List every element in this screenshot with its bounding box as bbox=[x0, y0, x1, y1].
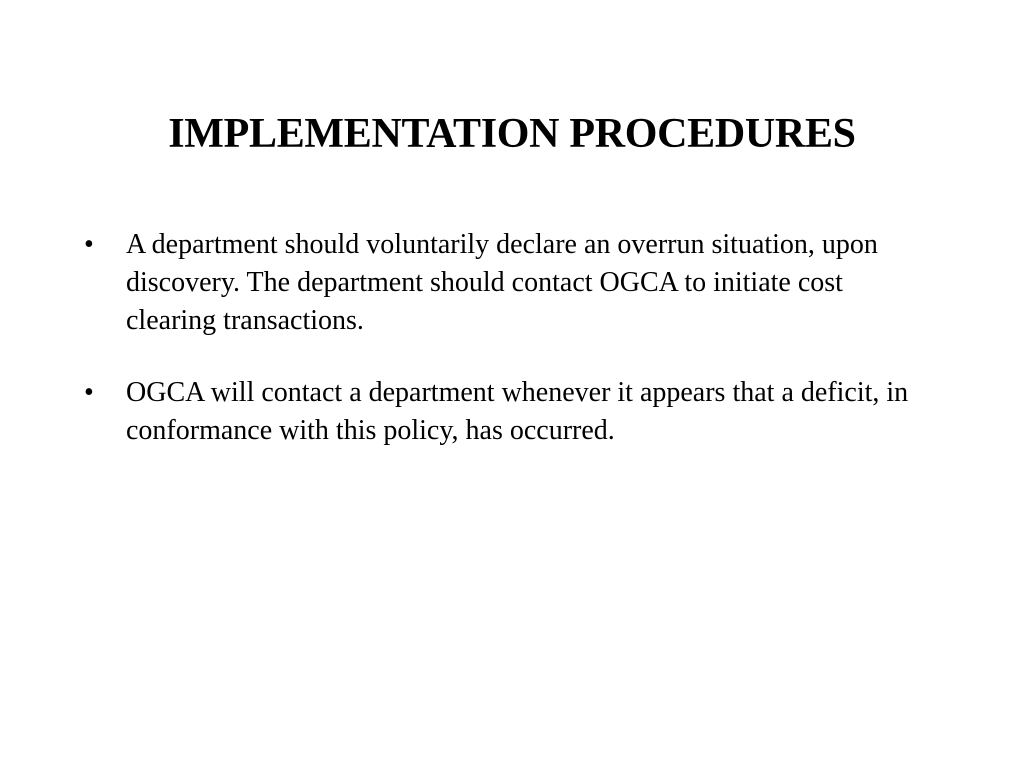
bullet-text: A department should voluntarily declare an overrun situation, upon discovery. The department should contact OGCA to initiate cost clearing transactions. bbox=[126, 229, 878, 336]
bullet-icon: • bbox=[84, 229, 94, 260]
bullet-list bbox=[84, 226, 934, 484]
bullet-item bbox=[84, 226, 934, 340]
bullet-item bbox=[84, 374, 934, 450]
slide-title: IMPLEMENTATION PROCEDURES bbox=[168, 111, 856, 157]
bullet-text: OGCA will contact a department whenever it appears that a deficit, in conformance with this policy, has occurred. bbox=[126, 377, 909, 446]
bullet-icon: • bbox=[84, 377, 94, 408]
